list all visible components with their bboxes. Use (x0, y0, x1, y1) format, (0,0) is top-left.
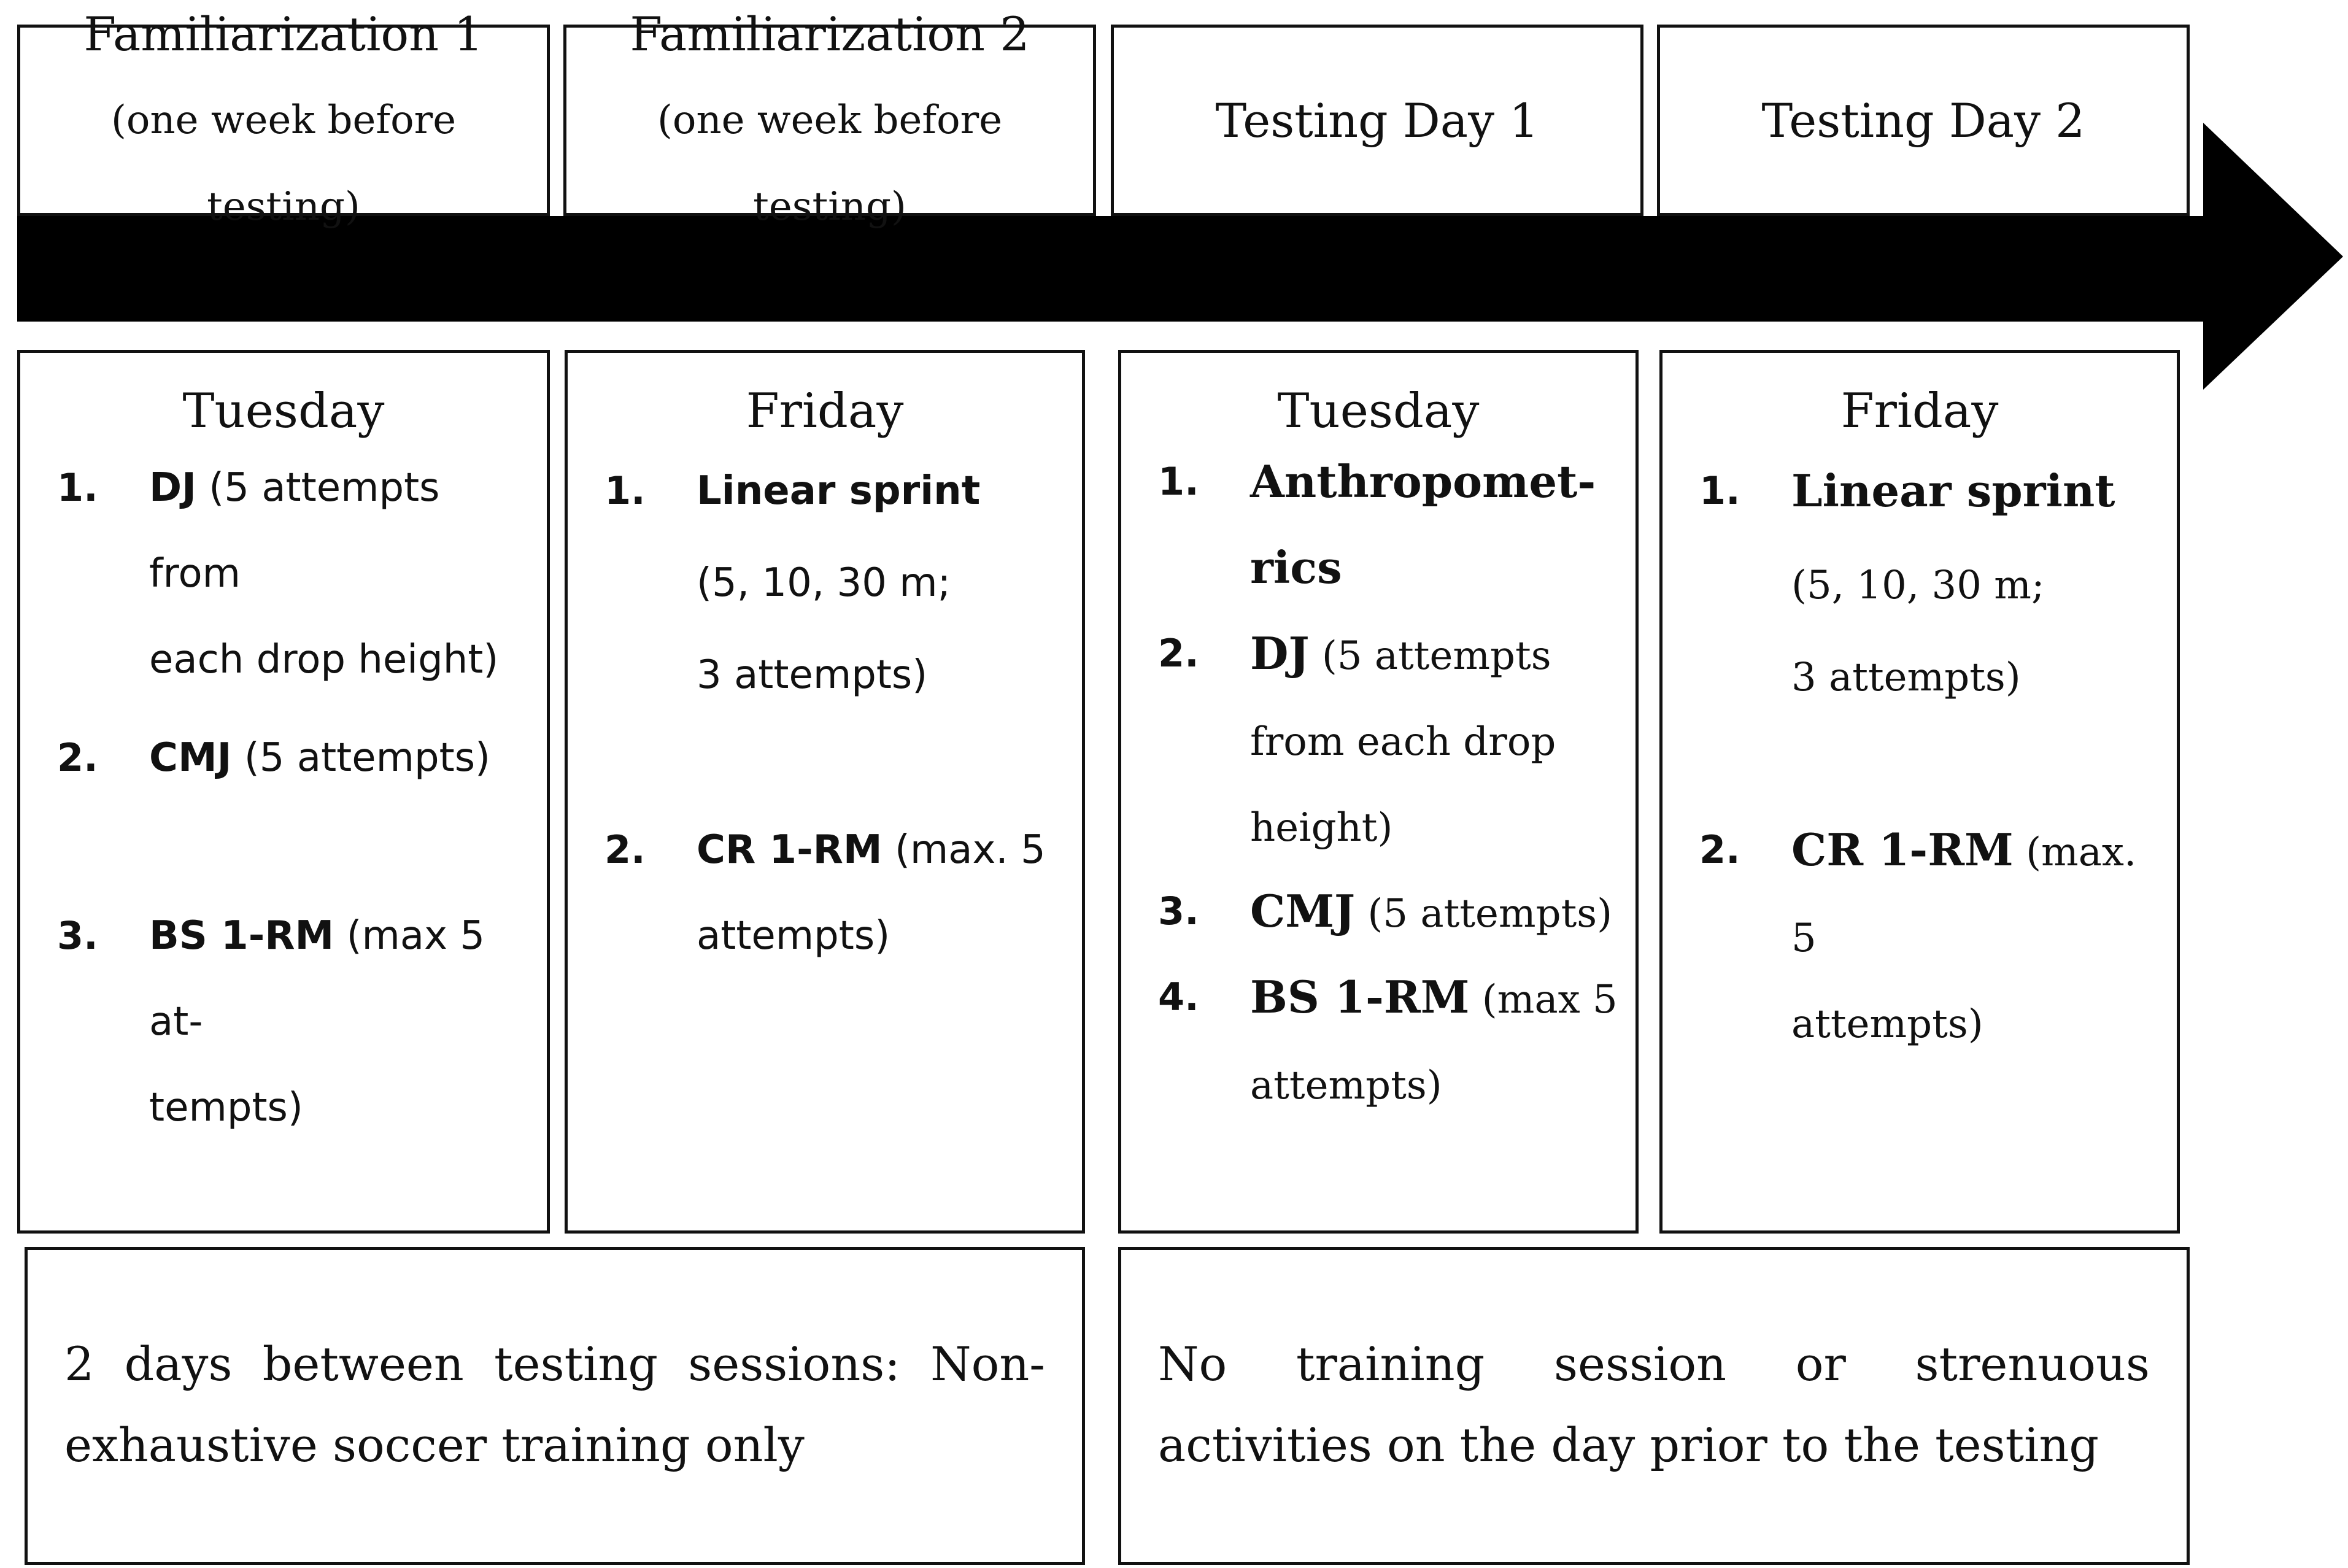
note-between-sessions (25, 1247, 1085, 1565)
step-detail: 3 attempts) (1791, 655, 2021, 700)
step-title: BS 1-RM (149, 913, 334, 959)
header-familiarization-2 (563, 6, 1096, 230)
step-detail: (5 attempts) (244, 735, 490, 781)
step-title: Linear sprint (697, 468, 981, 514)
step-number: 4. (1158, 975, 1199, 1019)
step-detail: (max. 5 (1791, 830, 2137, 961)
step-detail: (5 attempts) (1367, 891, 1613, 937)
step-number: 1. (1699, 468, 1740, 513)
step-number: 1. (57, 465, 98, 510)
step-detail: 3 attempts) (697, 652, 928, 698)
day-title: Friday (1840, 384, 1999, 439)
day-title: Friday (746, 384, 904, 439)
step-detail: (5, 10, 30 m; (697, 560, 951, 606)
session-box-testing-day-1 (1118, 350, 1639, 1234)
step-title: DJ (149, 465, 196, 511)
step-title: Anthropomet- (1250, 455, 1596, 508)
header-subtitle: (one week before testing) (110, 97, 457, 230)
step-title: CR 1-RM (697, 827, 882, 873)
header-familiarization-1 (17, 6, 550, 230)
step-title: CR 1-RM (1791, 824, 2014, 876)
step-detail: (max 5 at- (149, 913, 485, 1045)
step-detail: (max 5 (1481, 977, 1618, 1022)
note-day-prior (1118, 1247, 2190, 1565)
step-detail: tempts) (149, 1085, 303, 1130)
header-title: Testing Day 2 (1761, 93, 2085, 148)
step-detail: from each drop (1250, 719, 1556, 765)
header-title: Testing Day 1 (1215, 93, 1539, 148)
step-title: CMJ (1250, 885, 1356, 937)
timeline-arrow-head (2203, 123, 2343, 390)
step-title: rics (1250, 541, 1342, 593)
step-detail: attempts) (697, 913, 890, 959)
step-detail: (5, 10, 30 m; (1791, 563, 2045, 608)
step-number: 2. (604, 827, 646, 872)
step-number: 1. (604, 468, 646, 513)
step-detail: attempts) (1250, 1063, 1442, 1108)
step-number: 2. (1699, 827, 1740, 872)
step-number: 3. (1158, 889, 1199, 933)
step-title: DJ (1250, 627, 1310, 679)
header-testing-day-1 (1111, 25, 1643, 216)
step-title: BS 1-RM (1250, 971, 1470, 1023)
note-text: 2 days between testing sessions: Non-exhaustive soccer training only (64, 1337, 1045, 1472)
step-number: 2. (57, 735, 98, 780)
session-box-familiarization-1 (17, 350, 550, 1234)
header-testing-day-2 (1657, 25, 2190, 216)
step-detail: height) (1250, 805, 1393, 851)
step-detail: (5 attempts (1321, 633, 1551, 679)
step-detail: each drop height) (149, 637, 499, 682)
header-subtitle: (one week before testing) (657, 97, 1003, 230)
note-text: No training session or strenuous activities on the day prior to the testing (1158, 1337, 2150, 1472)
step-number: 1. (1158, 459, 1199, 504)
session-box-testing-day-2 (1659, 350, 2180, 1234)
day-title: Tuesday (182, 384, 385, 439)
step-detail: (max. 5 (894, 827, 1046, 873)
step-number: 2. (1158, 631, 1199, 676)
header-title: Familiarization 1 (83, 6, 484, 61)
step-title: CMJ (149, 735, 232, 781)
step-detail: attempts) (1791, 1002, 1983, 1047)
step-number: 3. (57, 913, 98, 958)
step-title: Linear sprint (1791, 465, 2115, 517)
day-title: Tuesday (1277, 384, 1480, 439)
step-detail: (5 attempts from (149, 465, 440, 597)
session-box-familiarization-2 (565, 350, 1085, 1234)
header-title: Familiarization 2 (630, 6, 1030, 61)
